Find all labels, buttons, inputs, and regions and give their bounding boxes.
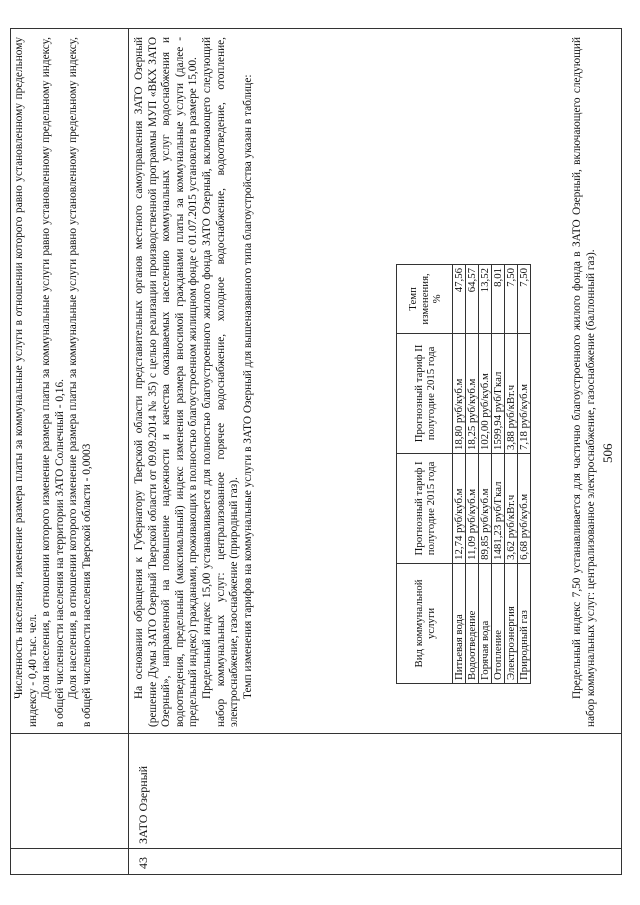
tariff-h1: 1481,23 руб/Гкал	[492, 453, 505, 563]
service-name: Водоотведение	[466, 563, 479, 683]
table-row	[518, 265, 531, 684]
table-frame	[10, 28, 622, 875]
table-row	[492, 265, 505, 684]
change-percent: 47,56	[453, 265, 466, 334]
row-number: 43	[136, 857, 150, 869]
tariff-h1: 89,85 руб/куб.м	[479, 453, 492, 563]
paragraph: Предельный индекс 7,50 устанавливается для частично благоустроенного жилого фонда в ЗАТО Озерный, включающего следующий набор коммунальных услуг: централизованное электроснабжение, газоснабжение (баллонный газ).	[571, 37, 597, 727]
tariff-h2: 1599,94 руб/Гкал	[492, 333, 505, 453]
paragraph: Доля населения, в отношении которого изменение размера платы за коммунальные услуги равно установленному предельному индексу, в общей численности населения на территории ЗАТО Солнечный - 0,16.	[40, 37, 66, 727]
tariff-h1: 11,09 руб/куб.м	[466, 453, 479, 563]
main-row-text	[133, 37, 255, 727]
previous-row-text	[13, 37, 95, 727]
paragraph: На основании обращения к Губернатору Тверской области представительных органов местного самоуправления ЗАТО Озерный (решение Думы ЗАТО Озерный Тверской области от 09.09.2014 № 35) с целью реализации производственной программы МУП «ВКХ ЗАТО Озерный», направленной на повышение надежности и качества оказываемых населению коммунальных услуг водоснабжения и водоотведения, предельный (максимальный) индекс изменения размера вносимой гражданами платы за коммунальные услуги (далее - предельный индекс) гражданами, проживающих в полностью благоустроенном жилищном фонде с 01.07.2015 установлен в размере 15,00.	[133, 37, 200, 727]
table-row	[479, 265, 492, 684]
column-divider	[11, 848, 621, 849]
row-divider	[128, 29, 129, 874]
column-header: Прогнозный тариф I полугодие 2015 года	[397, 453, 453, 563]
table-row	[453, 265, 466, 684]
service-name: Электроэнергия	[505, 563, 518, 683]
table-row	[466, 265, 479, 684]
tariff-h1: 6,68 руб/куб.м	[518, 453, 531, 563]
service-name: Природный газ	[518, 563, 531, 683]
tariff-table	[396, 264, 531, 684]
tariff-h1: 3,62 руб/кВт.ч	[505, 453, 518, 563]
change-percent: 64,57	[466, 265, 479, 334]
column-divider	[11, 733, 621, 734]
table-row	[505, 265, 518, 684]
tariff-h2: 102,00 руб/куб.м	[479, 333, 492, 453]
paragraph: Предельный индекс 15,00 устанавливается для полностью благоустроенного жилого фонда ЗАТО Озерный, включающего следующий набор коммунальных услуг: централизованное горячее водоснабжение, холодное водоснабжение, водоотведение, отопление, электроснабжение, газоснабжение (природный газ).	[200, 37, 241, 727]
municipality-name: ЗАТО Озерный	[136, 765, 150, 844]
table-header-row	[397, 265, 453, 684]
change-percent: 7,50	[505, 265, 518, 334]
after-table-text	[571, 37, 598, 727]
tariff-h2: 18,25 руб/куб.м	[466, 333, 479, 453]
service-name: Отопление	[492, 563, 505, 683]
tariff-h2: 7,18 руб/куб.м	[518, 333, 531, 453]
paragraph: Темп изменения тарифов на коммунальные услуги в ЗАТО Озерный для вышеназванного типа благоустройства указан в таблице:	[241, 74, 254, 699]
service-name: Горячая вода	[479, 563, 492, 683]
tariff-h2: 18,80 руб/куб.м	[453, 333, 466, 453]
column-header: Вид коммунальной услуги	[397, 563, 453, 683]
change-percent: 8,01	[492, 265, 505, 334]
column-header: Прогнозный тариф II полугодие 2015 года	[397, 333, 453, 453]
page-number: 506	[600, 443, 615, 463]
paragraph: Численность населения, изменение размера платы за коммунальные услуги в отношении которого равно установленному предельному индексу - 0,40 тыс. чел.	[13, 37, 39, 727]
tariff-h1: 12,74 руб/куб.м	[453, 453, 466, 563]
tariff-h2: 3,88 руб/кВт.ч	[505, 333, 518, 453]
column-header: Темп изменения, %	[397, 265, 453, 334]
service-name: Питьевая вода	[453, 563, 466, 683]
paragraph: Доля населения, в отношении которого изменение размера платы за коммунальные услуги равно установленному предельному индексу, в общей численности населения Тверской области - 0,0003	[67, 37, 93, 727]
change-percent: 7,50	[518, 265, 531, 334]
change-percent: 13,52	[479, 265, 492, 334]
